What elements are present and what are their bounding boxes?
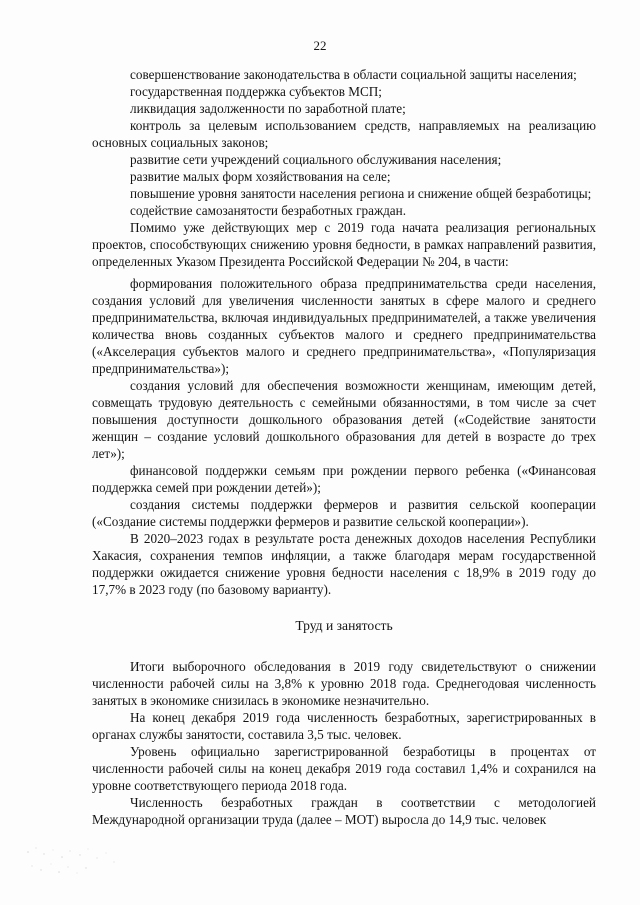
paragraph: создания условий для обеспечения возможности женщинам, имеющим детей, совмещать трудовую деятельность с семейными обязанностями, в том числе за счет повышения доступности дошкольного образования детей («Содействие занятости женщин – создание условий дошкольного образования для детей в возрасте до трех лет»); [92, 378, 596, 461]
paragraph: повышение уровня занятости населения региона и снижение общей безработицы; [130, 186, 592, 201]
paragraph: развитие сети учреждений социального обслуживания населения; [130, 152, 502, 167]
paragraph: контроль за целевым использованием средств, направляемых на реализацию основных социальных законов; [92, 118, 596, 150]
paragraph: содействие самозанятости безработных граждан. [130, 203, 407, 218]
paragraph: Уровень официально зарегистрированной безработицы в процентах от численности рабочей силы на конец декабря 2019 года составил 1,4% и сохранился на уровне соответствующего периода 2018 года. [92, 744, 596, 793]
paragraph: создания системы поддержки фермеров и развития сельской кооперации («Создание системы поддержки фермеров и развитие сельской кооперации»). [92, 497, 596, 529]
paragraph: финансовой поддержки семьям при рождении первого ребенка («Финансовая поддержка семей при рождении детей»); [92, 463, 596, 495]
paragraph: развитие малых форм хозяйствования на селе; [130, 169, 391, 184]
paragraph: Помимо уже действующих мер с 2019 года начата реализация региональных проектов, способствующих снижению уровня бедности, в рамках направлений развития, определенных Указом Президента Российской Федерации № 204, в части: [92, 220, 596, 269]
document-body [92, 66, 596, 828]
paragraph: государственная поддержка субъектов МСП; [130, 84, 382, 99]
paragraph: Численность безработных граждан в соответствии с методологией Международной организации труда (далее – МОТ) выросла до 14,9 тыс. человек [92, 795, 596, 827]
paragraph: ликвидация задолженности по заработной плате; [130, 101, 406, 116]
paragraph: совершенствование законодательства в области социальной защиты населения; [130, 67, 577, 82]
paragraph: В 2020–2023 годах в результате роста денежных доходов населения Республики Хакасия, сохранения темпов инфляции, а также благодаря мерам государственной поддержки ожидается снижение уровня бедности населения с 18,9% в 2019 году до 17,7% в 2023 году (по базовому варианту). [92, 531, 596, 597]
paragraph: Итоги выборочного обследования в 2019 году свидетельствуют о снижении численности рабочей силы на 3,8% к уровню 2018 года. Среднегодовая численность занятых в экономике снизилась в экономике незначительно. [92, 659, 596, 708]
scan-artifact [22, 842, 142, 882]
paragraph: На конец декабря 2019 года численность безработных, зарегистрированных в органах службы занятости, составила 3,5 тыс. человек. [92, 710, 596, 742]
section-heading: Труд и занятость [295, 618, 393, 633]
page-number: 22 [313, 38, 327, 53]
paragraph: формирования положительного образа предпринимательства среди населения, создания условий для увеличения численности занятых в сфере малого и среднего предпринимательства, включая индивидуальных предпринимателей, а также увеличения количества вновь созданных субъектов малого и среднего предпринимательства («Акселерация субъектов малого и среднего предпринимательства», «Популяризация предпринимательства»); [92, 276, 596, 376]
